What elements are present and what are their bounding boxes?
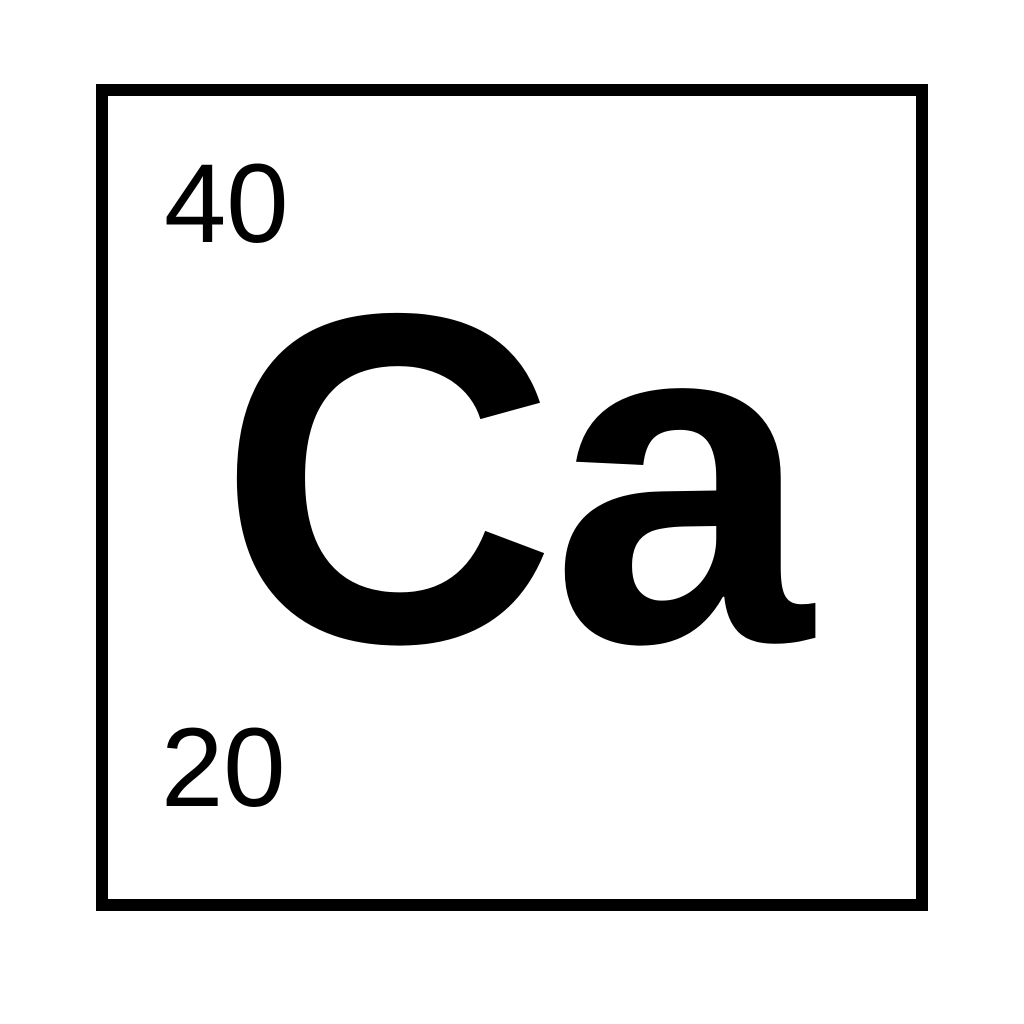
element-symbol: Ca bbox=[217, 216, 807, 741]
element-tile bbox=[96, 84, 928, 911]
mass-number: 40 bbox=[164, 141, 289, 266]
atomic-number: 20 bbox=[161, 705, 286, 830]
